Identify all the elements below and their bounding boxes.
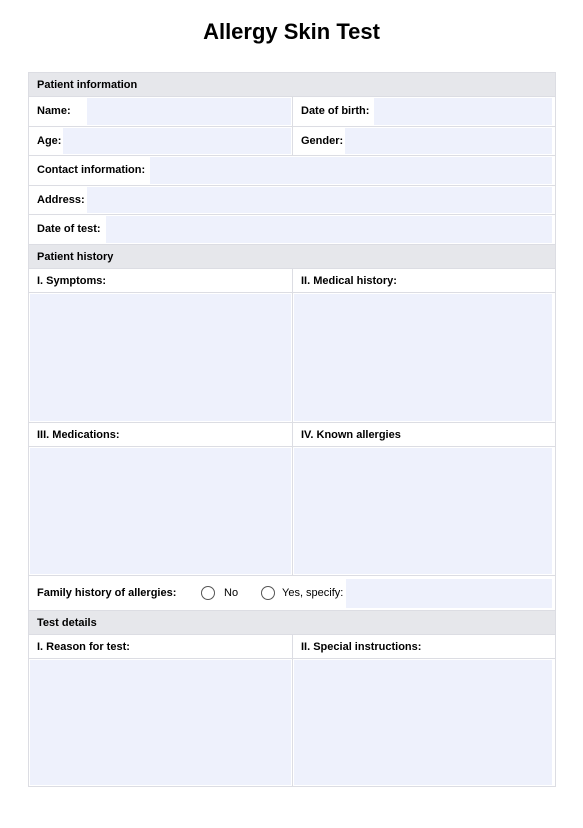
column-divider — [292, 97, 293, 126]
row-reason-instructions-labels — [29, 635, 555, 659]
contact-information-field[interactable] — [150, 157, 552, 184]
row-contact-information — [29, 156, 555, 186]
row-reason-instructions-fields — [29, 659, 555, 786]
age-field[interactable] — [63, 128, 291, 154]
medical-history-label: II. Medical history: — [301, 275, 397, 287]
row-symptoms-medical-history-fields — [29, 293, 555, 423]
address-label: Address: — [37, 194, 85, 206]
special-instructions-label: II. Special instructions: — [301, 641, 422, 653]
symptoms-label: I. Symptoms: — [37, 275, 107, 287]
no-option-label: No — [224, 587, 239, 599]
gender-field[interactable] — [345, 128, 552, 154]
section-header-patient-history: Patient history — [29, 245, 555, 269]
medical-history-field[interactable] — [294, 294, 552, 421]
reason-for-test-label: I. Reason for test: — [37, 641, 130, 653]
known-allergies-label: IV. Known allergies — [301, 429, 401, 441]
section-header-test-details: Test details — [29, 611, 555, 635]
row-date-of-test — [29, 215, 555, 245]
symptoms-field[interactable] — [30, 294, 291, 421]
family-history-label: Family history of allergies: — [37, 587, 177, 599]
row-address — [29, 186, 555, 215]
contact-information-label: Contact information: — [37, 164, 146, 176]
row-age-gender — [29, 127, 555, 156]
row-symptoms-medical-history-labels — [29, 269, 555, 293]
special-instructions-field[interactable] — [294, 660, 552, 785]
column-divider — [292, 423, 293, 446]
date-of-test-label: Date of test: — [37, 223, 101, 235]
known-allergies-field[interactable] — [294, 448, 552, 574]
row-family-history — [29, 576, 555, 611]
column-divider — [292, 127, 293, 155]
row-medications-allergies-fields — [29, 447, 555, 576]
allergy-form — [28, 72, 556, 787]
date-of-birth-label: Date of birth: — [301, 105, 370, 117]
yes-radio-button[interactable] — [261, 586, 275, 600]
name-label: Name: — [37, 105, 71, 117]
column-divider — [292, 635, 293, 658]
row-name-dob — [29, 97, 555, 127]
date-of-test-field[interactable] — [106, 216, 552, 243]
section-header-patient-information: Patient information — [29, 73, 555, 97]
column-divider — [292, 293, 293, 422]
column-divider — [292, 659, 293, 786]
name-field[interactable] — [87, 98, 291, 125]
address-field[interactable] — [87, 187, 552, 213]
no-radio-button[interactable] — [201, 586, 215, 600]
row-medications-allergies-labels — [29, 423, 555, 447]
column-divider — [292, 269, 293, 292]
column-divider — [292, 447, 293, 575]
yes-option-label: Yes, specify: — [282, 587, 344, 599]
page-title: Allergy Skin Test — [203, 19, 380, 44]
date-of-birth-field[interactable] — [374, 98, 552, 125]
age-label: Age: — [37, 135, 62, 147]
gender-label: Gender: — [301, 135, 344, 147]
reason-for-test-field[interactable] — [30, 660, 291, 785]
medications-label: III. Medications: — [37, 429, 120, 441]
family-history-specify-field[interactable] — [346, 579, 552, 608]
medications-field[interactable] — [30, 448, 291, 574]
